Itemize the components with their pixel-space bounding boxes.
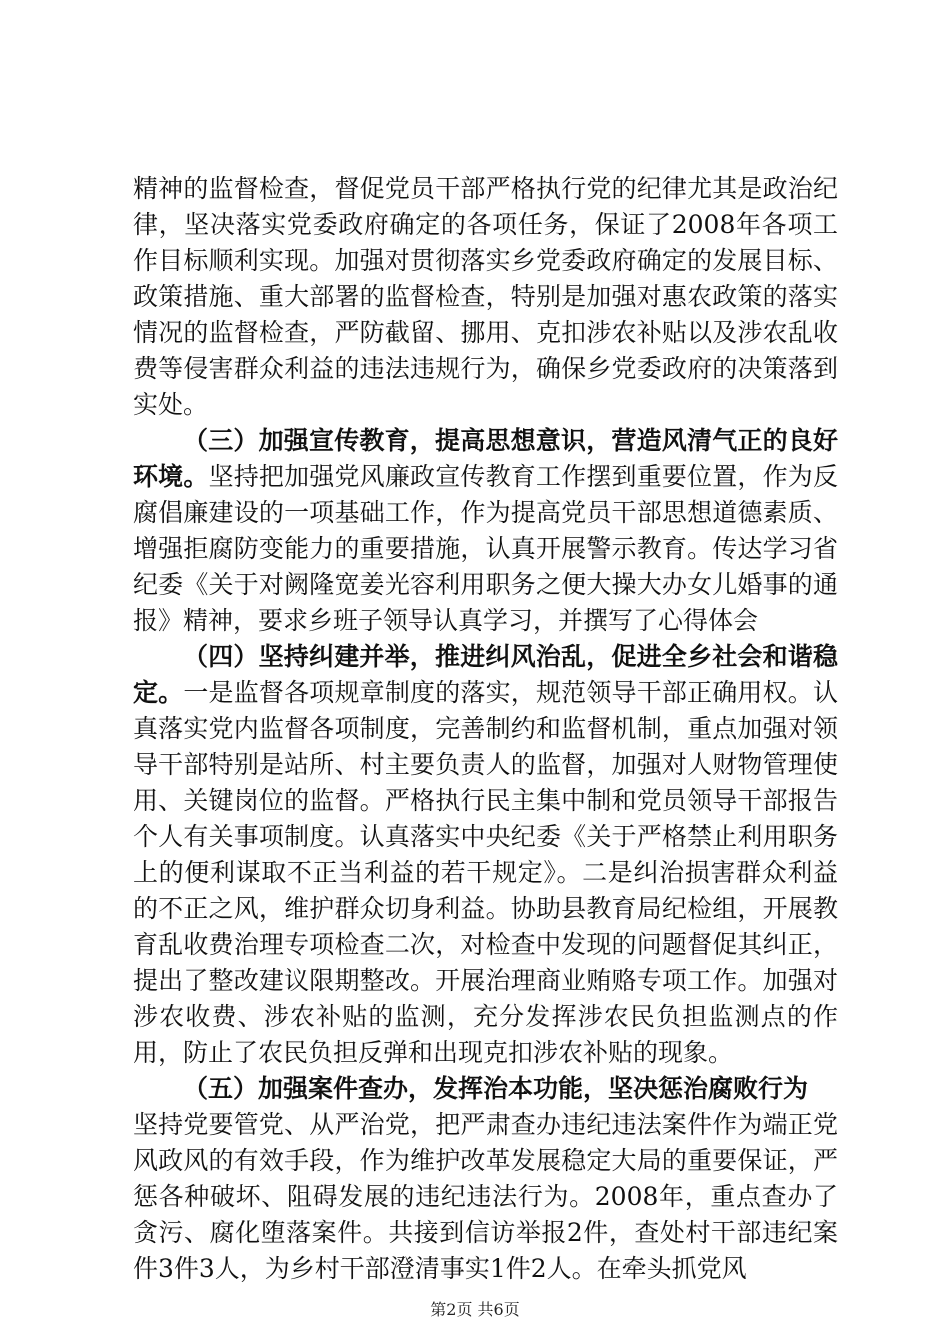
paragraph-text: 坚持党要管党、从严治党，把严肃查办违纪违法案件作为端正党风政风的有效手段，作为维护改革发展稳定大局的重要保证，严惩各种破坏、阻碍发展的违纪违法行为。2008年，重点查办了贪污、腐化堕落案件。共接到信访举报2件，查处村干部违纪案件3件3人，为乡村干部澄清事实1件2人。在牵头抓党风 (133, 1110, 838, 1283)
paragraph-text: 坚持把加强党风廉政宣传教育工作摆到重要位置，作为反腐倡廉建设的一项基础工作，作为提高党员干部思想道德素质、增强拒腐防变能力的重要措施，认真开展警示教育。传达学习省纪委《关于对阙隆宽姜光容利用职务之便大操大办女儿婚事的通报》精神，要求乡班子领导认真学习，并撰写了心得体会 (133, 462, 838, 635)
section-heading-4: （四）坚持纠建并举，推进纠风治乱，促进全乡社会和谐稳定。 (133, 642, 838, 707)
section-heading-5: （五）加强案件查办，发挥治本功能，坚决惩治腐败行为 (183, 1074, 809, 1103)
paragraph-section-3 (133, 423, 838, 639)
paragraph-section-4 (133, 639, 838, 1071)
paragraph-section-5-heading (133, 1071, 838, 1107)
paragraph-text: 精神的监督检查，督促党员干部严格执行党的纪律尤其是政治纪律，坚决落实党委政府确定的各项任务，保证了2008年各项工作目标顺利实现。加强对贯彻落实乡党委政府确定的发展目标、政策措施、重大部署的监督检查，特别是加强对惠农政策的落实情况的监督检查，严防截留、挪用、克扣涉农补贴以及涉农乱收费等侵害群众利益的违法违规行为，确保乡党委政府的决策落到实处。 (133, 174, 838, 419)
section-heading-3: （三）加强宣传教育，提高思想意识，营造风清气正的良好环境。 (133, 426, 838, 491)
page-footer: 第2页 共6页 (430, 1300, 520, 1319)
paragraph-section-5 (133, 1107, 838, 1287)
document-body (133, 171, 838, 1287)
paragraph-continuation (133, 171, 838, 423)
paragraph-text: 一是监督各项规章制度的落实，规范领导干部正确用权。认真落实党内监督各项制度，完善制约和监督机制，重点加强对领导干部特别是站所、村主要负责人的监督，加强对人财物管理使用、关键岗位的监督。严格执行民主集中制和党员领导干部报告个人有关事项制度。认真落实中央纪委《关于严格禁止利用职务上的便利谋取不正当利益的若干规定》。二是纠治损害群众利益的不正之风，维护群众切身利益。协助县教育局纪检组，开展教育乱收费治理专项检查二次，对检查中发现的问题督促其纠正，提出了整改建议限期整改。开展治理商业贿赂专项工作。加强对涉农收费、涉农补贴的监测，充分发挥涉农民负担监测点的作用，防止了农民负担反弹和出现克扣涉农补贴的现象。 (133, 678, 838, 1067)
